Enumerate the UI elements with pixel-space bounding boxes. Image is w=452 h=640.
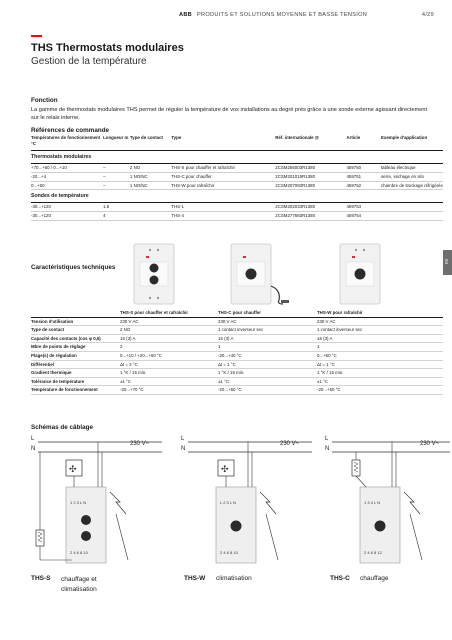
- cell: 2: [120, 343, 218, 352]
- col-type: Type: [171, 135, 275, 151]
- caption-text: chauffage et climatisation: [61, 576, 97, 593]
- cell: –: [103, 172, 130, 181]
- row-label: Gradient thermique: [31, 369, 120, 378]
- table-row: [31, 164, 443, 173]
- section-tab: [443, 250, 452, 275]
- voltage-label: 230 V~: [280, 441, 300, 447]
- cell: 1 °K / 15 min.: [218, 369, 317, 378]
- terminals-top: 1 3 4 L N: [364, 500, 381, 505]
- cell: -20...+40 °C: [218, 351, 317, 360]
- caption-text: chauffage: [360, 575, 389, 582]
- cell: ±1 °C: [218, 377, 317, 386]
- cell: THS-W pour rafraîchir: [171, 181, 275, 190]
- cell: [381, 212, 443, 221]
- row-label: Type de contact: [31, 326, 120, 335]
- characteristics-table: [31, 309, 443, 395]
- caption-model: THS-W: [184, 575, 206, 582]
- col-ths-c: THS-C pour chauffer: [218, 309, 317, 317]
- heater-icon: [36, 530, 44, 546]
- terminals-bottom: 2 4 6 8 10: [70, 550, 88, 555]
- cell: -20...+50 °C: [317, 386, 443, 395]
- table-row: [31, 343, 443, 352]
- caption-model: THS-C: [330, 575, 350, 582]
- cell: 2CSM277683R1380: [275, 212, 346, 221]
- heater-icon: [352, 460, 360, 476]
- group-name: Sondes de température: [31, 190, 443, 203]
- cell: [381, 203, 443, 212]
- cell: Δt = 1 °C: [317, 360, 443, 369]
- table-row: [31, 351, 443, 360]
- cell: 230 V AC: [317, 317, 443, 326]
- table-row: [31, 334, 443, 343]
- cell: 0...+60: [31, 181, 103, 190]
- line-label-n: N: [325, 446, 330, 452]
- terminals-bottom: 2 4 6 8 12: [364, 550, 382, 555]
- group-row: [31, 151, 443, 164]
- page-subtitle: Gestion de la température: [31, 56, 147, 67]
- cell: 1 NO/NC: [130, 181, 171, 190]
- group-row: [31, 190, 443, 203]
- terminals-top: 1 2 3 L N: [70, 500, 87, 505]
- cell: -20...+70 °C: [120, 386, 218, 395]
- row-label: Mbre de points de réglage: [31, 343, 120, 352]
- cell: Δt = 1 °C: [218, 360, 317, 369]
- cell: 0...+10 / +20...+60 °C: [120, 351, 218, 360]
- accent-bar: [31, 35, 42, 37]
- cell: THS-1: [171, 203, 275, 212]
- row-label: Tolérance de température: [31, 377, 120, 386]
- cell: 2 NO: [130, 164, 171, 173]
- table-row: [31, 317, 443, 326]
- line-label-l: L: [31, 436, 35, 442]
- group-name: Thermostats modulaires: [31, 151, 443, 164]
- references-table: [31, 135, 443, 221]
- cell: Δt = 2 °C: [120, 360, 218, 369]
- cell: 2CSM256003R1380: [275, 164, 346, 173]
- table-row: [31, 172, 443, 181]
- row-label: Plage(s) de régulation: [31, 351, 120, 360]
- fonction-heading: Fonction: [31, 97, 58, 104]
- table-row: [31, 386, 443, 395]
- cell: THS-4: [171, 212, 275, 221]
- caption-model: THS-S: [31, 575, 51, 582]
- cell: 459751: [346, 172, 380, 181]
- wiring-diagram-ths-c: [322, 432, 452, 568]
- characteristics-header-row: [31, 309, 443, 317]
- cell: 230 V AC: [218, 317, 317, 326]
- table-row: [31, 369, 443, 378]
- cell: –: [103, 164, 130, 173]
- cell: 1: [218, 343, 317, 352]
- cell: 16 (3) A: [120, 334, 218, 343]
- voltage-label: 230 V~: [420, 441, 440, 447]
- cell: ±1 °C: [120, 377, 218, 386]
- col-ref: Réf. internationale @: [275, 135, 346, 151]
- cell: ±1 °C: [317, 377, 443, 386]
- fan-icon: ✣: [221, 464, 229, 474]
- ths-w-photo: [330, 242, 390, 306]
- row-label: Tension d'utilisation: [31, 317, 120, 326]
- line-label-l: L: [325, 436, 329, 442]
- cell: 0...+60 °C: [317, 351, 443, 360]
- references-header-row: [31, 135, 443, 151]
- cell: 1 °K / 15 min.: [317, 369, 443, 378]
- row-label: Différentiel: [31, 360, 120, 369]
- table-row: [31, 360, 443, 369]
- cell: 1.5: [103, 203, 130, 212]
- cell: 1 °K / 15 min.: [120, 369, 218, 378]
- col-temperature: Températures de fonctionnement °C: [31, 135, 103, 151]
- cell: tableau électrique: [381, 164, 443, 173]
- col-length: Longueur m: [103, 135, 130, 151]
- row-label: Capacité des contacts (cos φ 0,6): [31, 334, 120, 343]
- cell: serre, séchage en silo: [381, 172, 443, 181]
- cell: 16 (3) A: [218, 334, 317, 343]
- cell: [130, 212, 171, 221]
- characteristics-heading: Caractéristiques techniques: [31, 264, 116, 271]
- col-contact: Type de contact: [130, 135, 171, 151]
- caption-text: climatisation: [216, 575, 252, 582]
- col-ths-w: THS-W pour rafraîchir: [317, 309, 443, 317]
- brand-logo: ABB: [179, 12, 193, 18]
- table-row: [31, 203, 443, 212]
- line-label-n: N: [181, 446, 186, 452]
- cell: -20...+50 °C: [218, 386, 317, 395]
- col-example: Exemple d'application: [381, 135, 443, 151]
- page-title: THS Thermostats modulaires: [31, 42, 184, 54]
- table-row: [31, 377, 443, 386]
- ths-c-photo: [225, 242, 295, 306]
- cell: 16 (3) A: [317, 334, 443, 343]
- cell: -30...+120: [31, 203, 103, 212]
- terminals-bottom: 2 4 6 8 10: [220, 550, 238, 555]
- col-ths-s: THS-S pour chauffer et rafraîchir: [120, 309, 218, 317]
- cell: 1 contact inverseur sec: [317, 326, 443, 335]
- cell: chambre de stockage réfrigérée: [381, 181, 443, 190]
- ths-s-photo: [124, 242, 184, 306]
- cell: 1 contact inverseur sec: [218, 326, 317, 335]
- line-label-l: L: [181, 436, 185, 442]
- cell: 1: [317, 343, 443, 352]
- voltage-label: 230 V~: [130, 441, 150, 447]
- wiring-diagram-ths-w: [178, 432, 314, 568]
- wiring-diagram-ths-s: [28, 432, 164, 568]
- cell: +70...+60 / 0...+10: [31, 164, 103, 173]
- cell: 2CSM201019R1380: [275, 172, 346, 181]
- col-article: Article: [346, 135, 380, 151]
- wiring-heading: Schémas de câblage: [31, 424, 93, 431]
- cell: 459754: [346, 212, 380, 221]
- references-heading: Références de commande: [31, 127, 110, 134]
- line-label-n: N: [31, 446, 36, 452]
- fonction-text: La gamme de thermostats modulaires THS permet de réguler la température de vos installations au degré près grâce à une sonde externe agissant directement sur le relais interne.: [31, 107, 428, 121]
- section-tab-label: 04: [444, 258, 450, 265]
- cell: -20...+4: [31, 172, 103, 181]
- table-row: [31, 181, 443, 190]
- cell: 4: [103, 212, 130, 221]
- col-blank: [31, 309, 120, 317]
- cell: –: [103, 181, 130, 190]
- terminals-top: L 2 3 L N: [220, 500, 236, 505]
- cell: 230 V AC: [120, 317, 218, 326]
- cell: 2CSM207083R1380: [275, 181, 346, 190]
- cell: 1 NO/NC: [130, 172, 171, 181]
- cell: 459753: [346, 203, 380, 212]
- cell: 459750: [346, 164, 380, 173]
- cell: 2CSM202033R1380: [275, 203, 346, 212]
- cell: 2 NO: [120, 326, 218, 335]
- cell: [130, 203, 171, 212]
- cell: -30...+120: [31, 212, 103, 221]
- table-row: [31, 326, 443, 335]
- cell: THS-C pour chauffer: [171, 172, 275, 181]
- page-number: 4/29: [421, 12, 434, 18]
- header-section: PRODUITS ET SOLUTIONS MOYENNE ET BASSE TENSION: [197, 12, 368, 18]
- cell: THS-S pour chauffer et rafraîchir: [171, 164, 275, 173]
- fan-icon: ✣: [69, 464, 77, 474]
- cell: 459752: [346, 181, 380, 190]
- row-label: Température de fonctionnement: [31, 386, 120, 395]
- table-row: [31, 212, 443, 221]
